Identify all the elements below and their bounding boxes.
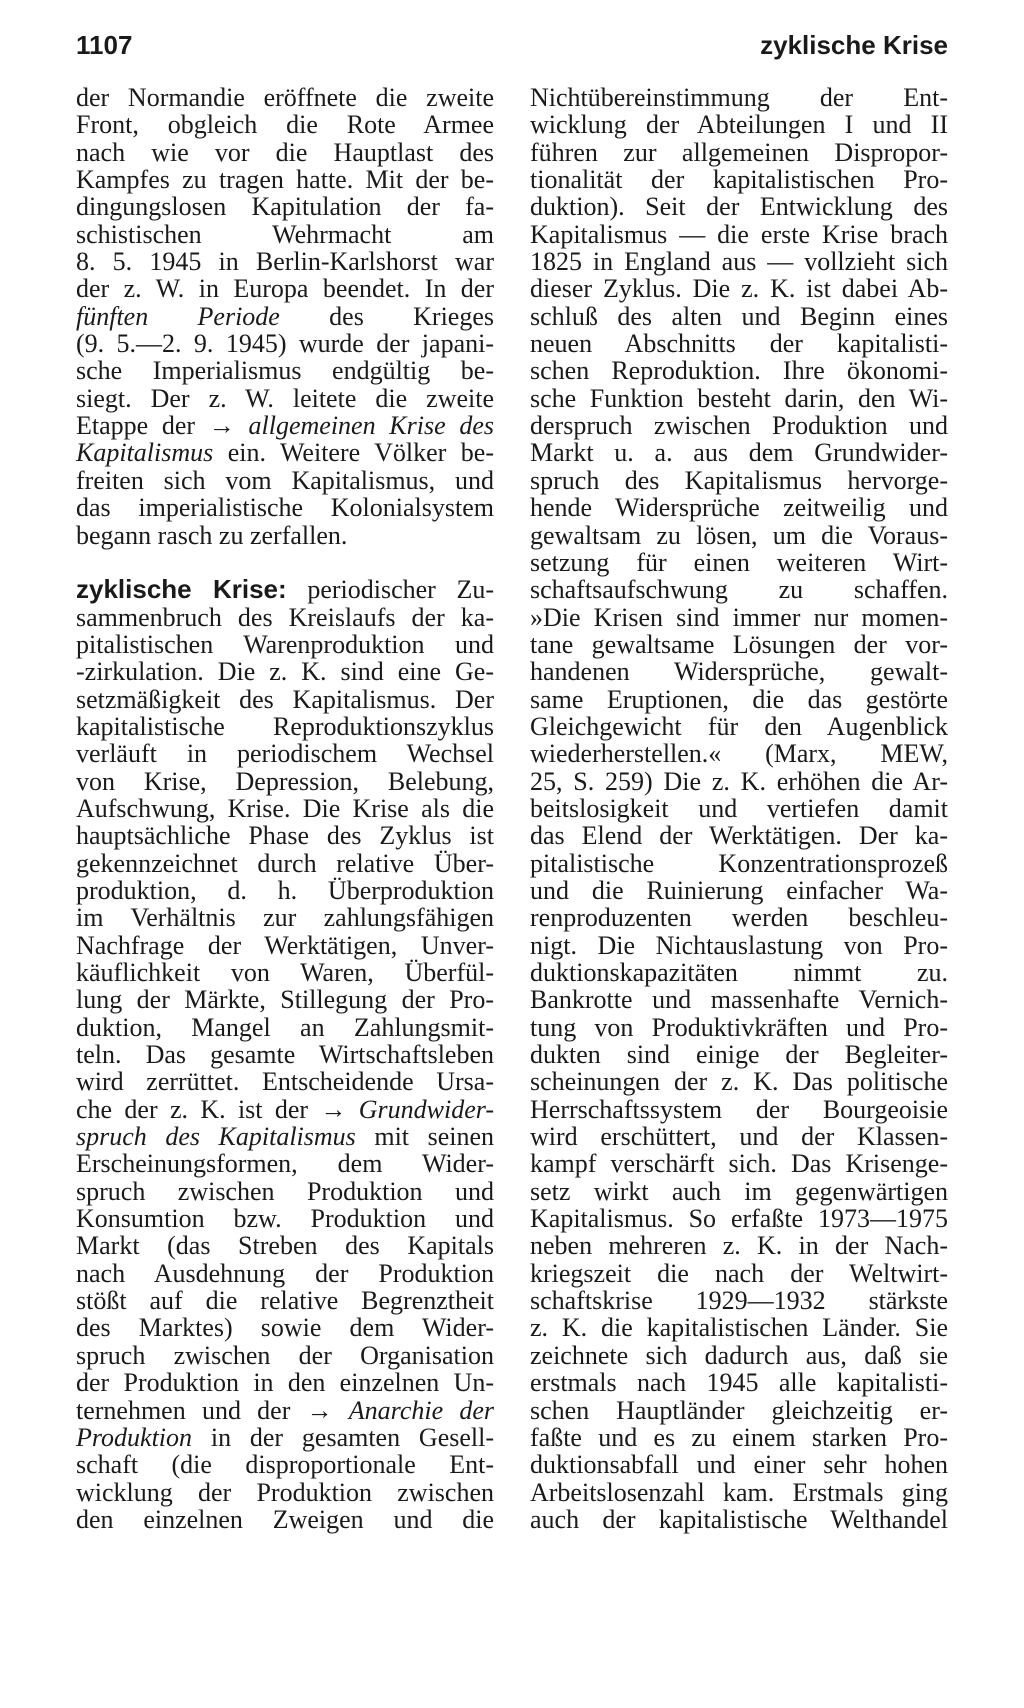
italic-reference: Produktion [76, 1422, 193, 1452]
text-line [76, 1424, 494, 1451]
text-line: (9. 5.—2. 9. 1945) wurde der japani- [76, 329, 494, 359]
text-line: wiederherstellen.« (Marx, MEW, [530, 739, 948, 769]
text-line: pitalistischen Warenproduktion und [76, 629, 494, 659]
text-segment: ternehmen und der → [76, 1395, 349, 1425]
text-line: den einzelnen Zweigen und die [76, 1504, 494, 1534]
text-line: Aufschwung, Krise. Die Krise als die [76, 793, 494, 823]
text-line: dieser Zyklus. Die z. K. ist dabei Ab- [530, 274, 948, 304]
text-line: duktion). Seit der Entwicklung des [530, 192, 948, 222]
italic-reference: spruch des Kapitalismus [76, 1122, 356, 1152]
paragraph-gap [76, 549, 494, 576]
text-line: setzmäßigkeit des Kapitalismus. Der [76, 684, 494, 714]
text-line: Herrschaftssystem der Bourgeoisie [530, 1094, 948, 1124]
text-line: sammenbruch des Kreislaufs der ka- [76, 602, 494, 632]
text-line: Kapitalismus — die erste Krise brach [530, 219, 948, 249]
text-line: duktionskapazitäten nimmt zu. [530, 958, 948, 987]
text-line: Arbeitslosenzahl kam. Erstmals ging [530, 1477, 948, 1507]
text-line: verläuft in periodischem Wechsel [76, 739, 494, 769]
text-line: Nichtübereinstimmung der Ent- [530, 83, 948, 112]
text-line: wicklung der Produktion zwischen [76, 1477, 494, 1507]
text-line: zeichnete sich dadurch aus, daß sie [530, 1340, 948, 1370]
text-line: duktionsabfall und einer sehr hohen [530, 1450, 948, 1480]
text-line: Nachfrage der Werktätigen, Unver- [76, 930, 494, 960]
text-line: pitalistische Konzentrationsprozeß [530, 848, 948, 878]
text-line: derspruch zwischen Produktion und [530, 411, 948, 441]
text-line: neben mehreren z. K. in der Nach- [530, 1231, 948, 1261]
text-line [76, 576, 494, 603]
text-line: schaftskrise 1929—1932 stärkste [530, 1286, 948, 1316]
text-line: Kampfes zu tragen hatte. Mit der be- [76, 165, 494, 195]
page-number: 1107 [76, 30, 133, 60]
text-line: spruch des Kapitalismus hervorge- [530, 465, 948, 495]
text-line: same Eruptionen, die das gestörte [530, 684, 948, 714]
text-line [76, 412, 494, 439]
text-line: setz wirkt auch im gegenwärtigen [530, 1176, 948, 1206]
text-line: Erscheinungsformen, dem Wider- [76, 1149, 494, 1179]
text-line [76, 1123, 494, 1150]
text-line [76, 1397, 494, 1424]
text-line: tionalität der kapitalistischen Pro- [530, 165, 948, 195]
text-line: führen zur allgemeinen Dispropor- [530, 137, 948, 167]
text-line: neuen Abschnitts der kapitalisti- [530, 329, 948, 359]
text-line: kriegszeit die nach der Weltwirt- [530, 1258, 948, 1288]
text-line: Kapitalismus. So erfaßte 1973—1975 [530, 1204, 948, 1234]
text-line: und die Ruinierung einfacher Wa- [530, 875, 948, 905]
text-line: stößt auf die relative Begrenztheit [76, 1286, 494, 1316]
text-segment: mit seinen [355, 1122, 494, 1152]
italic-reference: allgemeinen Krise des [248, 411, 494, 441]
text-line: der z. W. in Europa beendet. In der [76, 274, 494, 304]
text-line: kampf verschärft sich. Das Krisenge- [530, 1149, 948, 1179]
text-line: kapitalistische Reproduktionszyklus [76, 711, 494, 741]
text-line: handenen Widersprüche, gewalt- [530, 657, 948, 687]
text-line: renproduzenten werden beschleu- [530, 903, 948, 933]
text-line: -zirkulation. Die z. K. sind eine Ge- [76, 657, 494, 687]
text-line: scheinungen der z. K. Das politische [530, 1067, 948, 1097]
text-line: siegt. Der z. W. leitete die zweite [76, 383, 494, 413]
text-line: des Marktes) sowie dem Wider- [76, 1313, 494, 1343]
text-line: das imperialistische Kolonialsystem [76, 493, 494, 523]
text-line: auch der kapitalistische Welthandel [530, 1504, 948, 1534]
text-line: tane gewaltsame Lösungen der vor- [530, 629, 948, 659]
text-line: hauptsächliche Phase des Zyklus ist [76, 821, 494, 851]
text-line: gewaltsam zu lösen, um die Voraus- [530, 520, 948, 550]
text-line: Front, obgleich die Rote Armee [76, 110, 494, 140]
text-line: z. K. die kapitalistischen Länder. Sie [530, 1313, 948, 1343]
text-segment: in der gesamten Gesell- [192, 1422, 494, 1452]
text-line: hende Widersprüche zeitweilig und [530, 493, 948, 523]
text-line: begann rasch zu zerfallen. [76, 520, 348, 550]
text-line: Konsumtion bzw. Produktion und [76, 1204, 494, 1234]
text-line: dukten sind einige der Begleiter- [530, 1040, 948, 1070]
text-line: 25, S. 259) Die z. K. erhöhen die Ar- [530, 766, 948, 796]
text-segment: che der z. K. ist der → [76, 1094, 359, 1124]
text-line: schen Reproduktion. Ihre ökonomi- [530, 356, 948, 386]
text-line: spruch zwischen Produktion und [76, 1176, 494, 1206]
text-line: spruch zwischen der Organisation [76, 1340, 494, 1370]
text-line: »Die Krisen sind immer nur momen- [530, 602, 948, 632]
text-line: beitslosigkeit und vertiefen damit [530, 793, 948, 823]
italic-reference: Grundwider- [358, 1094, 494, 1124]
text-line: faßte und es zu einem starken Pro- [530, 1422, 948, 1452]
entry-headword: zyklische Krise: [76, 574, 287, 605]
italic-reference: fünften Periode [76, 301, 280, 331]
text-line: schluß des alten und Beginn eines [530, 301, 948, 331]
running-head: zyklische Krise [760, 30, 948, 60]
text-line: sche Imperialismus endgültig be- [76, 356, 494, 386]
text-line: Bankrotte und massenhafte Vernich- [530, 985, 948, 1015]
text-line: teln. Das gesamte Wirtschaftsleben [76, 1040, 494, 1070]
text-line: nigt. Die Nichtauslastung von Pro- [530, 930, 948, 960]
text-line: setzung für einen weiteren Wirt- [530, 547, 948, 577]
left-column [76, 84, 494, 1533]
italic-reference: Anarchie der [348, 1395, 494, 1425]
text-line: das Elend der Werktätigen. Der ka- [530, 821, 948, 851]
text-segment: ein. Weitere Völker be- [213, 438, 494, 468]
text-line: Gleichgewicht für den Augenblick [530, 711, 948, 741]
text-line: schistischen Wehrmacht am [76, 219, 494, 249]
text-line: produktion, d. h. Überproduktion [76, 875, 494, 905]
text-line: Markt u. a. aus dem Grundwider- [530, 438, 948, 468]
text-line: 8. 5. 1945 in Berlin-Karlshorst war [76, 247, 494, 277]
text-line: 1825 in England aus — vollzieht sich [530, 247, 948, 277]
text-line: von Krise, Depression, Belebung, [76, 766, 494, 796]
text-line: freiten sich vom Kapitalismus, und [76, 465, 494, 495]
text-line: wicklung der Abteilungen I und II [530, 110, 948, 140]
text-line: sche Funktion besteht darin, den Wi- [530, 383, 948, 413]
text-line: gekennzeichnet durch relative Über- [76, 848, 494, 878]
text-line [76, 1096, 494, 1123]
text-line: wird erschüttert, und der Klassen- [530, 1122, 948, 1152]
italic-reference: Kapitalismus [76, 438, 214, 468]
text-line: erstmals nach 1945 alle kapitalisti- [530, 1368, 948, 1398]
text-line: nach Ausdehnung der Produktion [76, 1258, 494, 1288]
text-line: duktion, Mangel an Zahlungsmit- [76, 1012, 494, 1042]
text-line: schaft (die disproportionale Ent- [76, 1450, 494, 1480]
text-line: schen Hauptländer gleichzeitig er- [530, 1395, 948, 1425]
text-segment: periodischer Zu- [286, 575, 494, 605]
text-line: der Produktion in den einzelnen Un- [76, 1368, 494, 1398]
text-segment: Etappe der → [76, 411, 249, 441]
text-line: Markt (das Streben des Kapitals [76, 1231, 494, 1261]
text-line: schaftsaufschwung zu schaffen. [530, 575, 948, 605]
text-line [76, 439, 494, 466]
text-line: käuflichkeit von Waren, Überfül- [76, 958, 494, 987]
right-column [530, 84, 948, 1533]
text-line: nach wie vor die Hauptlast des [76, 137, 494, 167]
text-line: tung von Produktivkräften und Pro- [530, 1012, 948, 1042]
text-line [76, 303, 494, 330]
text-line: wird zerrüttet. Entscheidende Ursa- [76, 1067, 494, 1097]
text-line: im Verhältnis zur zahlungsfähigen [76, 903, 494, 933]
text-segment: des Krieges [279, 301, 495, 331]
text-line: der Normandie eröffnete die zweite [76, 83, 494, 112]
text-line: lung der Märkte, Stillegung der Pro- [76, 985, 494, 1015]
text-line: dingungslosen Kapitulation der fa- [76, 192, 494, 222]
